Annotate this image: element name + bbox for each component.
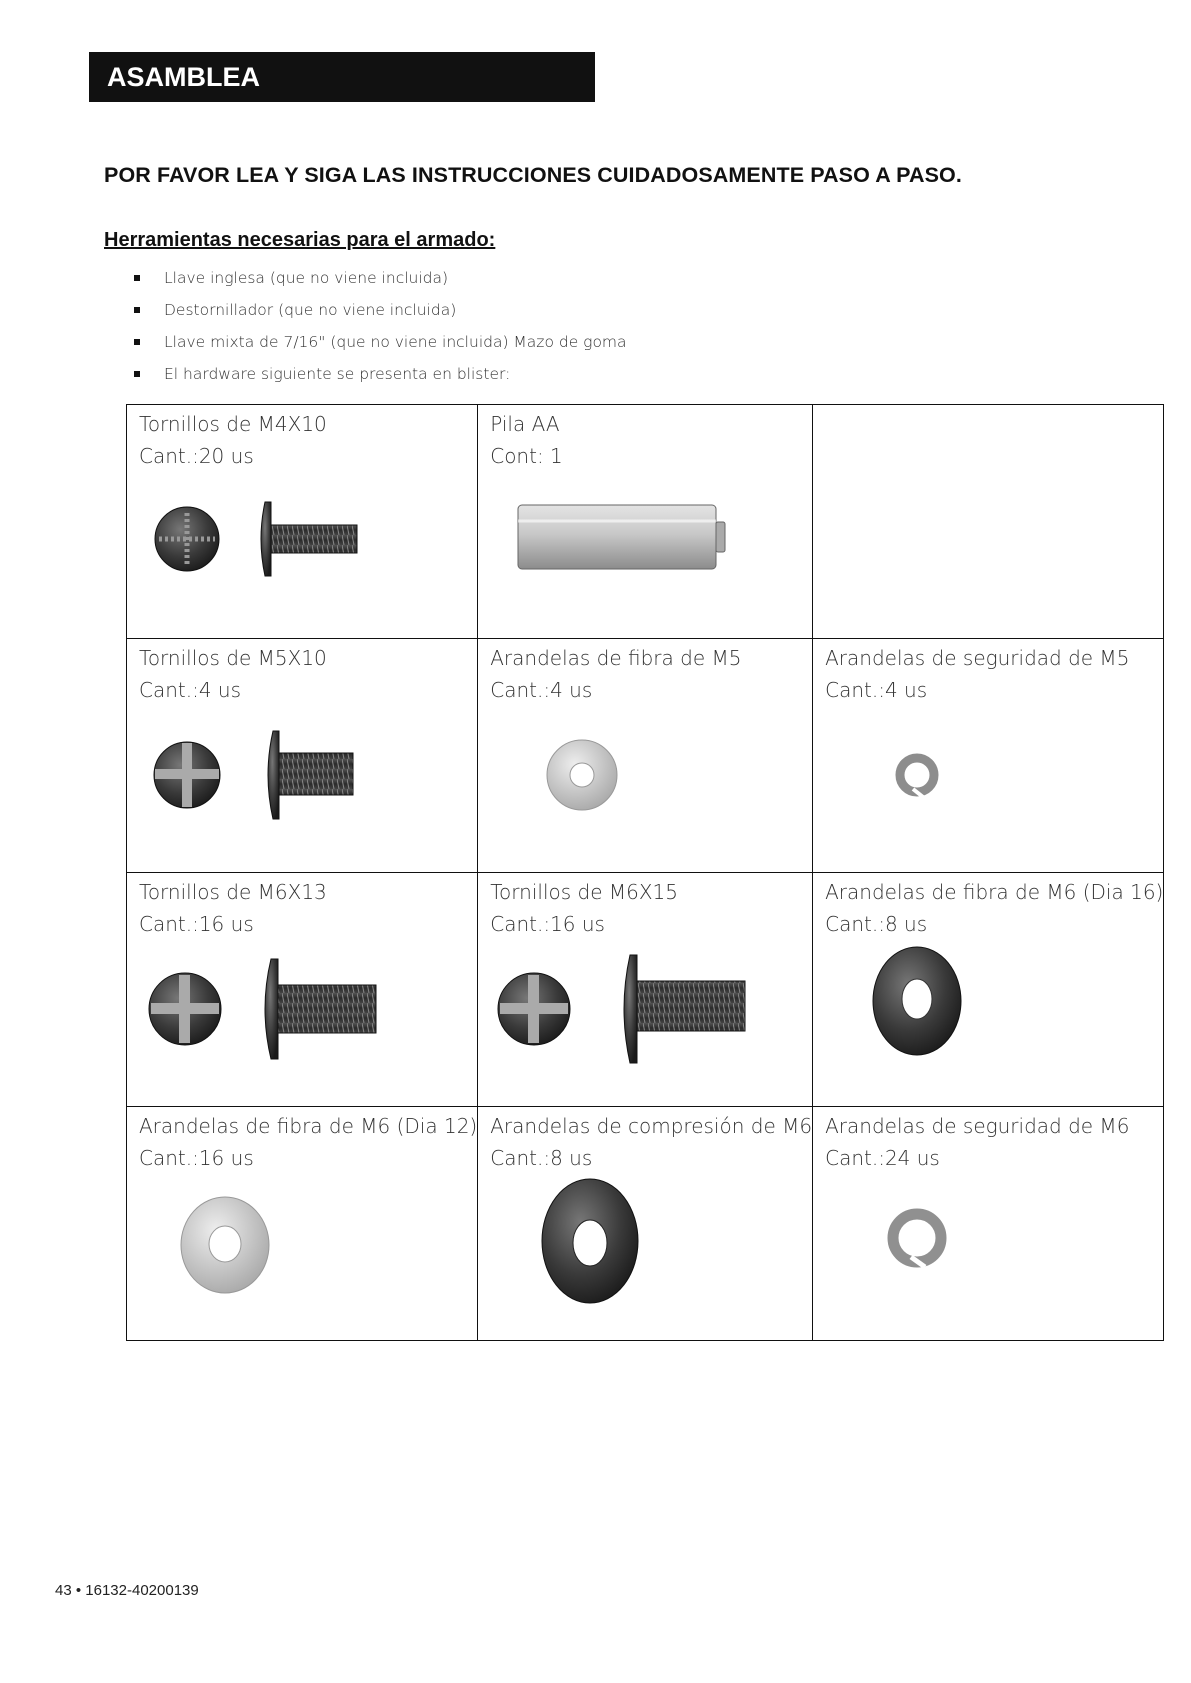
tools-list-item: Destornillador (que no viene incluida) [134,294,627,326]
bullet-icon [134,275,140,281]
hardware-name: Arandelas de fibra de M6 (Dia 12) [139,1114,478,1138]
screw-m6x13-icon [127,873,464,1106]
bullet-icon [134,307,140,313]
hardware-name: Arandelas de fibra de M6 (Dia 16) [825,880,1164,904]
hardware-cell [813,1107,1164,1341]
hardware-quantity: Cant.:4 us [490,678,593,702]
hardware-cell [478,1107,813,1341]
tools-title: Herramientas necesarias para el armado: [104,229,496,251]
bullet-icon [134,339,140,345]
page-number: 43 • 16132-40200139 [55,1582,199,1599]
hardware-quantity: Cant.:8 us [490,1146,593,1170]
table-row [127,639,1164,873]
fiber-washer-m6-dia12-icon [127,1107,464,1340]
table-row [127,873,1164,1107]
hardware-name: Arandelas de compresión de M6 [490,1114,813,1138]
hardware-table [126,404,1164,1341]
table-row [127,405,1164,639]
hardware-cell [127,639,478,873]
fiber-washer-m6-dia16-icon [813,873,1140,1106]
tools-list-item: Llave inglesa (que no viene incluida) [134,262,627,294]
hardware-cell [127,1107,478,1341]
hardware-name: Arandelas de seguridad de M5 [825,646,1130,670]
hardware-cell-empty [813,405,1164,639]
hardware-name: Arandelas de fibra de M5 [490,646,742,670]
bullet-icon [134,371,140,377]
hardware-quantity: Cant.:16 us [139,912,254,936]
hardware-cell [127,405,478,639]
hardware-quantity: Cant.:4 us [825,678,928,702]
hardware-quantity: Cant.:20 us [139,444,254,468]
screw-m6x15-icon [478,873,794,1106]
section-banner: ASAMBLEA [89,52,595,102]
hardware-cell [813,639,1164,873]
hardware-cell [478,405,813,639]
hardware-quantity: Cant.:4 us [139,678,242,702]
compression-washer-m6-icon [478,1107,794,1340]
hardware-cell [127,873,478,1107]
hardware-quantity: Cant.:24 us [825,1146,940,1170]
hardware-quantity: Cant.:16 us [490,912,605,936]
hardware-name: Tornillos de M5X10 [139,646,327,670]
hardware-cell [478,873,813,1107]
hardware-name: Tornillos de M6X13 [139,880,327,904]
hardware-cell [813,873,1164,1107]
table-row [127,1107,1164,1341]
lock-washer-m5-icon [813,639,1140,872]
tools-list [134,262,627,390]
hardware-name: Arandelas de seguridad de M6 [825,1114,1130,1138]
hardware-quantity: Cant.:16 us [139,1146,254,1170]
instructions-headline: POR FAVOR LEA Y SIGA LAS INSTRUCCIONES CUIDADOSAMENTE PASO A PASO. [104,163,962,187]
aa-battery-icon [478,405,794,638]
hardware-name: Pila AA [490,412,560,436]
lock-washer-m6-icon [813,1107,1140,1340]
hardware-quantity: Cant.:8 us [825,912,928,936]
hardware-cell [478,639,813,873]
tools-list-item: El hardware siguiente se presenta en blister: [134,358,627,390]
hardware-quantity: Cont: 1 [490,444,563,468]
fiber-washer-m5-icon [478,639,794,872]
screw-m5x10-icon [127,639,464,872]
hardware-name: Tornillos de M6X15 [490,880,679,904]
tools-list-item: Llave mixta de 7/16" (que no viene incluida) Mazo de goma [134,326,627,358]
screw-m4x10-icon [127,405,464,638]
hardware-name: Tornillos de M4X10 [139,412,327,436]
